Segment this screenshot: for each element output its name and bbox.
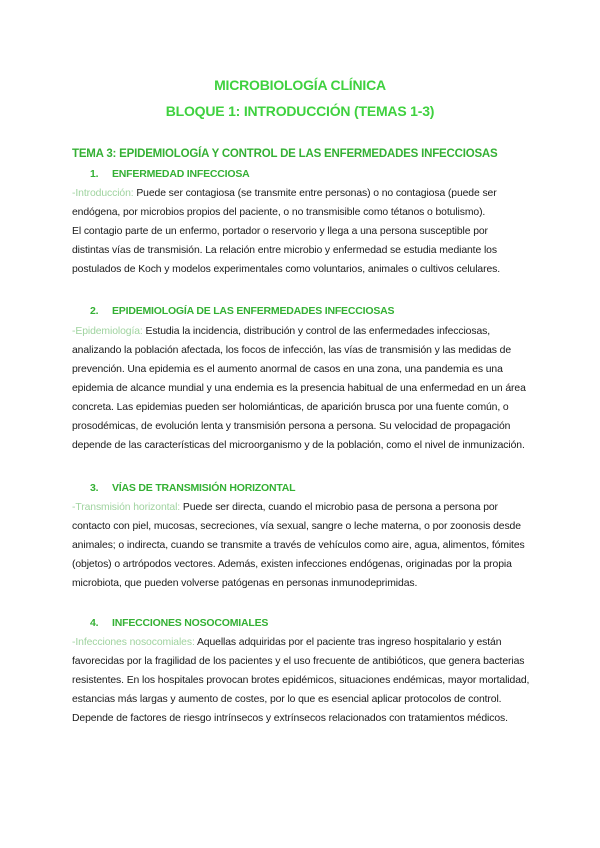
- document-title: MICROBIOLOGÍA CLÍNICA: [214, 77, 386, 93]
- section-heading-4: [90, 617, 268, 629]
- section-number: 1.: [90, 168, 99, 180]
- paragraph-line: depende de las características del microorganismo y de la población, como el nivel de inmunización.: [72, 440, 525, 451]
- paragraph-line: animales; o indirecta, cuando se transmite a través de vehículos como aire, agua, alimentos, fómites: [72, 540, 525, 551]
- lead-label: -Transmisión horizontal:: [72, 502, 181, 513]
- section-paragraph-1: [72, 184, 534, 279]
- paragraph-line: postulados de Koch y modelos experimentales como voluntarios, animales o cultivos celulares.: [72, 264, 501, 275]
- section-heading-3: [90, 482, 295, 494]
- document-subtitle: BLOQUE 1: INTRODUCCIÓN (TEMAS 1-3): [165, 103, 435, 119]
- paragraph-line: prosodémicas, de evolución lenta y transmisión persona a persona. Su velocidad de propagación: [72, 421, 511, 432]
- paragraph-line: epidemia de alcance mundial y una endemia es la presencia habitual de una enfermedad en un área: [72, 383, 526, 394]
- paragraph-line: endógena, por microbios propios del paciente, o no transmisible como tétanos o botulismo).: [72, 207, 486, 218]
- paragraph-line: El contagio parte de un enfermo, portador o reservorio y llega a una persona susceptible por: [72, 226, 488, 237]
- paragraph-line: (objetos) o artrópodos vectores. Además, existen infecciones endógenas, originadas por la propia: [72, 559, 512, 570]
- paragraph-line: concreta. Las epidemias pueden ser holomiánticas, de aparición brusca por una fuente común, o: [72, 402, 509, 413]
- section-paragraph-2: [72, 322, 534, 455]
- section-title: EPIDEMIOLOGÍA DE LAS ENFERMEDADES INFECCIOSAS: [112, 305, 395, 317]
- paragraph-line: microbiota, que pueden volverse patógenas en personas inmunodeprimidas.: [72, 578, 418, 589]
- topic-heading: TEMA 3: EPIDEMIOLOGÍA Y CONTROL DE LAS ENFERMEDADES INFECCIOSAS: [72, 148, 498, 160]
- section-title: VÍAS DE TRANSMISIÓN HORIZONTAL: [112, 482, 296, 494]
- paragraph-line: -Infecciones nosocomiales: Aquellas adquiridas por el paciente tras ingreso hospitalario y están: [72, 637, 502, 648]
- paragraph-line: distintas vías de transmisión. La relación entre microbio y enfermedad se estudia mediante los: [72, 245, 497, 256]
- section-title: ENFERMEDAD INFECCIOSA: [112, 168, 250, 180]
- lead-label: -Infecciones nosocomiales:: [72, 637, 195, 648]
- section-heading-1: [90, 168, 250, 180]
- paragraph-line: favorecidas por la fragilidad de los pacientes y el uso frecuente de antibióticos, que genera bacterias: [72, 656, 525, 667]
- section-number: 3.: [90, 482, 99, 494]
- paragraph-line: contacto con piel, mucosas, secreciones, vía sexual, sangre o leche materna, o por zoonosis desde: [72, 521, 521, 532]
- section-title: INFECCIONES NOSOCOMIALES: [112, 617, 269, 629]
- section-paragraph-3: [72, 498, 534, 593]
- lead-label: -Introducción:: [72, 188, 134, 199]
- lead-label: -Epidemiología:: [72, 326, 143, 337]
- paragraph-line: analizando la población afectada, los focos de infección, las vías de transmisión y las medidas de: [72, 345, 511, 356]
- section-number: 2.: [90, 305, 99, 317]
- paragraph-line: -Introducción: Puede ser contagiosa (se transmite entre personas) o no contagiosa (puede ser: [72, 188, 497, 199]
- section-paragraph-4: [72, 633, 534, 728]
- section-heading-2: [90, 305, 394, 317]
- paragraph-line: -Epidemiología: Estudia la incidencia, distribución y control de las enfermedades infecciosas,: [72, 326, 491, 337]
- paragraph-line: estancias más largas y aumento de costes, por lo que es esencial aplicar protocolos de control.: [72, 694, 502, 705]
- paragraph-line: prevención. Una epidemia es el aumento anormal de casos en una zona, una pandemia es una: [72, 364, 503, 375]
- paragraph-line: resistentes. En los hospitales provocan brotes epidémicos, situaciones endémicas, mayor mortalidad,: [72, 675, 530, 686]
- section-number: 4.: [90, 617, 99, 629]
- paragraph-line: Depende de factores de riesgo intrínsecos y extrínsecos relacionados con tratamientos médicos.: [72, 713, 508, 724]
- paragraph-line: -Transmisión horizontal: Puede ser directa, cuando el microbio pasa de persona a persona por: [72, 502, 498, 513]
